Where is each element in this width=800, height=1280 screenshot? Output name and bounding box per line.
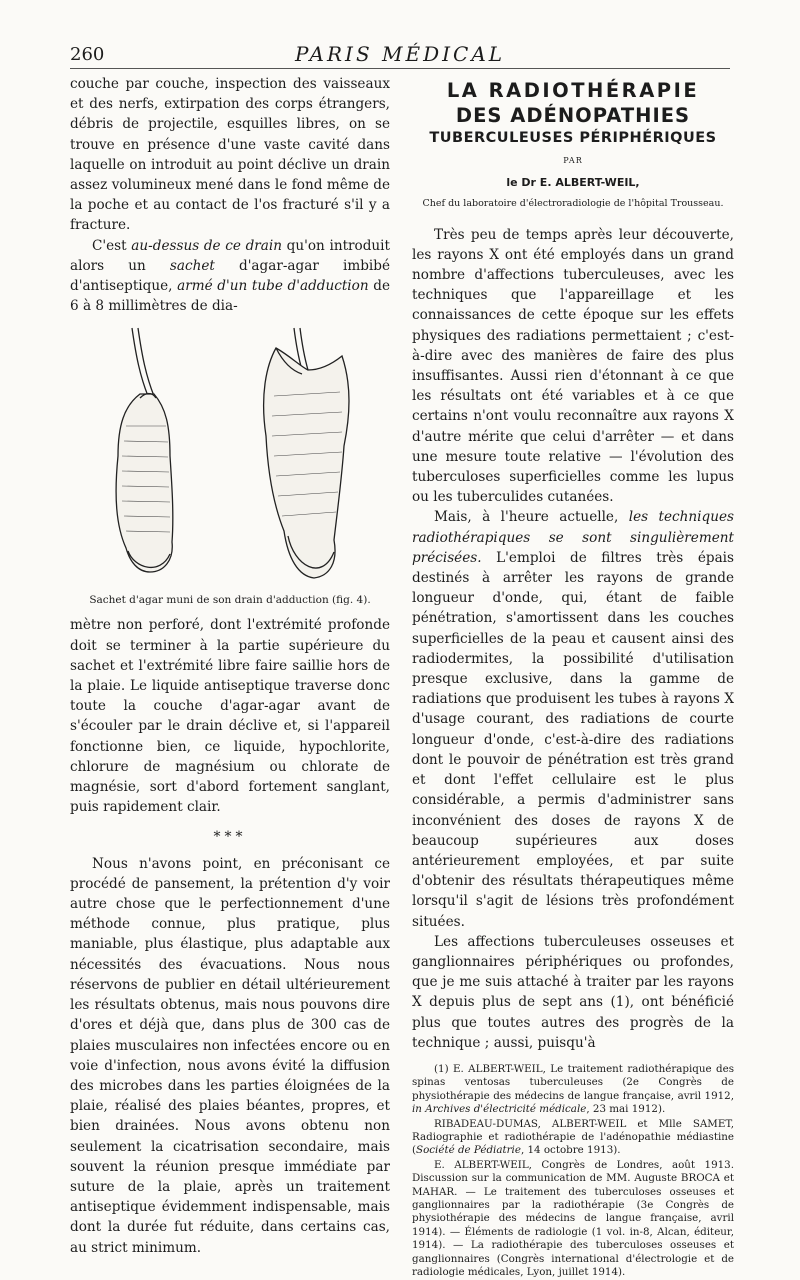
italic-run: in Archives d'électricité médicale (412, 1103, 587, 1116)
italic-run: armé d'un tube d'adduction (177, 278, 369, 295)
article-author: le Dr E. ALBERT-WEIL, (506, 176, 640, 190)
figure-caption: Sachet d'agar muni de son drain d'adduction (fig. 4). (89, 594, 371, 607)
text-run: L'emploi de filtres très épais destinés à arrêter les rayons de grande longueur d'onde, qui, étant de faible pénétration, s'amortissent dans les couches superficielles de la peau et causent ainsi des radiodermites, la possibilité d'utilisation presque exclusive, dans la gamme de radiations que produisent les tubes à rayons X d'usage courant, des radiations de courte longueur d'onde, c'est-à-dire des radiations dont le pouvoir de pénétration est très grand et dont l'effet cellulaire est le plus considérable, a permis d'administrer sans inconvénient des doses de rayons X de beaucoup supérieures aux doses antérieurement employées, et par suite d'obtenir des résultats thérapeutiques même lorsqu'il s'agit de lésions très profondément situées. (412, 549, 734, 930)
italic-run: sachet (169, 257, 215, 274)
figure-agar-sachet (70, 326, 390, 591)
footnote-1 (412, 1063, 734, 1117)
italic-run: au-dessus de ce drain (131, 237, 282, 254)
text-run: Mais, à l'heure actuelle, (434, 509, 629, 526)
left-paragraph-3: mètre non perforé, dont l'extrémité profonde doit se terminer à la partie supérieure du sachet et l'extrémité libre faire saillie hors de la plaie. Le liquide antiseptique traverse donc toute la couche d'agar-agar avant de s'écouler par le drain déclive et, si l'appareil fonctionne bien, ce liquide, hypochlorite, chlorure de magnésium ou chlorate de magnésie, sort d'abord fortement sanglant, puis rapidement clair. (70, 617, 390, 816)
right-paragraph-2 (412, 507, 734, 931)
right-column (412, 74, 734, 1280)
italic-run: les techniques radiothérapiques se sont singulièrement précisées. (412, 509, 734, 566)
sachet-illustration (70, 326, 390, 591)
article-title-line-2: DES ADÉNOPATHIES (455, 104, 691, 127)
text-run: d'agar-agar imbibé d'antiseptique, (70, 257, 391, 295)
left-paragraph-1: couche par couche, inspection des vaisseaux et des nerfs, extirpation des corps étrangers, débris de projectile, esquilles libres, on se trouve en présence d'une vaste cavité dans laquelle on introduit au point déclive un drain assez volumineux mené dans le fond même de la poche et au contact de l'os fracturé s'il y a fracture. (70, 76, 390, 234)
footnote-3: E. ALBERT-WEIL, Congrès de Londres, août 1913. Discussion sur la communication de MM. Auguste BROCA et MAHAR. — Le traitement des tuberculoses osseuses et ganglionnaires par la radiothérapie (3e Congrès de physiothérapie des médecins de langue française, avril 1914). — Éléments de radiologie (1 vol. in-8, Alcan, éditeur, 1914). — La radiothérapie des tuberculoses osseuses et ganglionnaires (Congrès international d'électrologie et de radiologie médicales, Lyon, juillet 1914). (412, 1158, 734, 1279)
page-header (70, 42, 730, 69)
byline-par: PAR (563, 156, 583, 165)
text-run: (1) E. ALBERT-WEIL, Le traitement radiothérapique des spinas ventosas tuberculeuses (2e Congrès de physiothérapie des médecins de langue française, avril 1912, (412, 1062, 734, 1102)
left-paragraph-2 (70, 236, 390, 317)
text-run: de 6 à 8 millimètres de dia- (70, 278, 390, 315)
author-affiliation: Chef du laboratoire d'électroradiologie de l'hôpital Trousseau. (422, 198, 724, 210)
text-run: , 14 octobre 1913). (520, 1144, 621, 1157)
left-column (70, 74, 390, 1258)
right-paragraph-3: Les affections tuberculeuses osseuses et ganglionnaires périphériques ou profondes, que je me suis attaché à traiter par les rayons X depuis plus de sept ans (1), ont bénéficié plus que toutes autres des progrès de la technique ; aussi, puisqu'à (412, 933, 734, 1051)
left-paragraph-4: Nous n'avons point, en préconisant ce procédé de pansement, la prétention d'y voir autre chose que le perfectionnement d'une méthode connue, plus pratique, plus maniable, plus élastique, plus adaptable aux nécessités des évacuations. Nous nous réservons de publier en détail ultérieurement les résultats obtenus, mais nous pouvons dire d'ores et déjà que, dans plus de 300 cas de plaies musculaires non infectées encore ou en voie d'infection, nous avons évité la diffusion des microbes dans les parties éloignées de la plaie, réalisé des plaies béantes, propres, et bien drainées. Nous avons obtenu non seulement la cicatrisation secondaire, mais souvent la réunion presque immédiate par suture de la plaie, après un traitement antiseptique évidemment indispensable, mais dont la durée fut réduite, dans certains cas, au strict minimum. (70, 855, 390, 1256)
footnote-2 (412, 1118, 734, 1158)
text-run: qu'on introduit alors un (70, 237, 390, 274)
text-run: , 23 mai 1912). (586, 1103, 666, 1116)
article-title-line-1: LA RADIOTHÉRAPIE (446, 79, 700, 102)
section-separator: *** (213, 829, 247, 846)
italic-run: Société de Pédiatrie (416, 1144, 521, 1157)
article-title-line-3: TUBERCULEUSES PÉRIPHÉRIQUES (429, 130, 717, 146)
text-run: RIBADEAU-DUMAS, ALBERT-WEIL et Mlle SAMET, Radiographie et radiothérapie de l'adénopathie médiastine ( (412, 1117, 734, 1157)
right-paragraph-1: Très peu de temps après leur découverte, les rayons X ont été employés dans un grand nombre d'affections tuberculeuses, avec les techniques que l'appareillage et les connaissances de cette époque sur les effets physiques des radiations permettaient ; c'est-à-dire avec des manières de faire des plus insuffisantes. Aussi rien d'étonnant à ce que les résultats ont été variables et à ce que certains n'ont voulu reconnaître aux rayons X d'autre mérite que celui d'arrêter — et dans une mesure toute relative — l'évolution des tuberculoses superficielles comme les lupus ou les tuberculides cutanées. (412, 226, 734, 506)
page-number: 260 (70, 44, 105, 65)
footnotes (412, 1063, 734, 1280)
text-run: C'est (92, 237, 132, 254)
journal-title: PARIS MÉDICAL (294, 42, 506, 66)
